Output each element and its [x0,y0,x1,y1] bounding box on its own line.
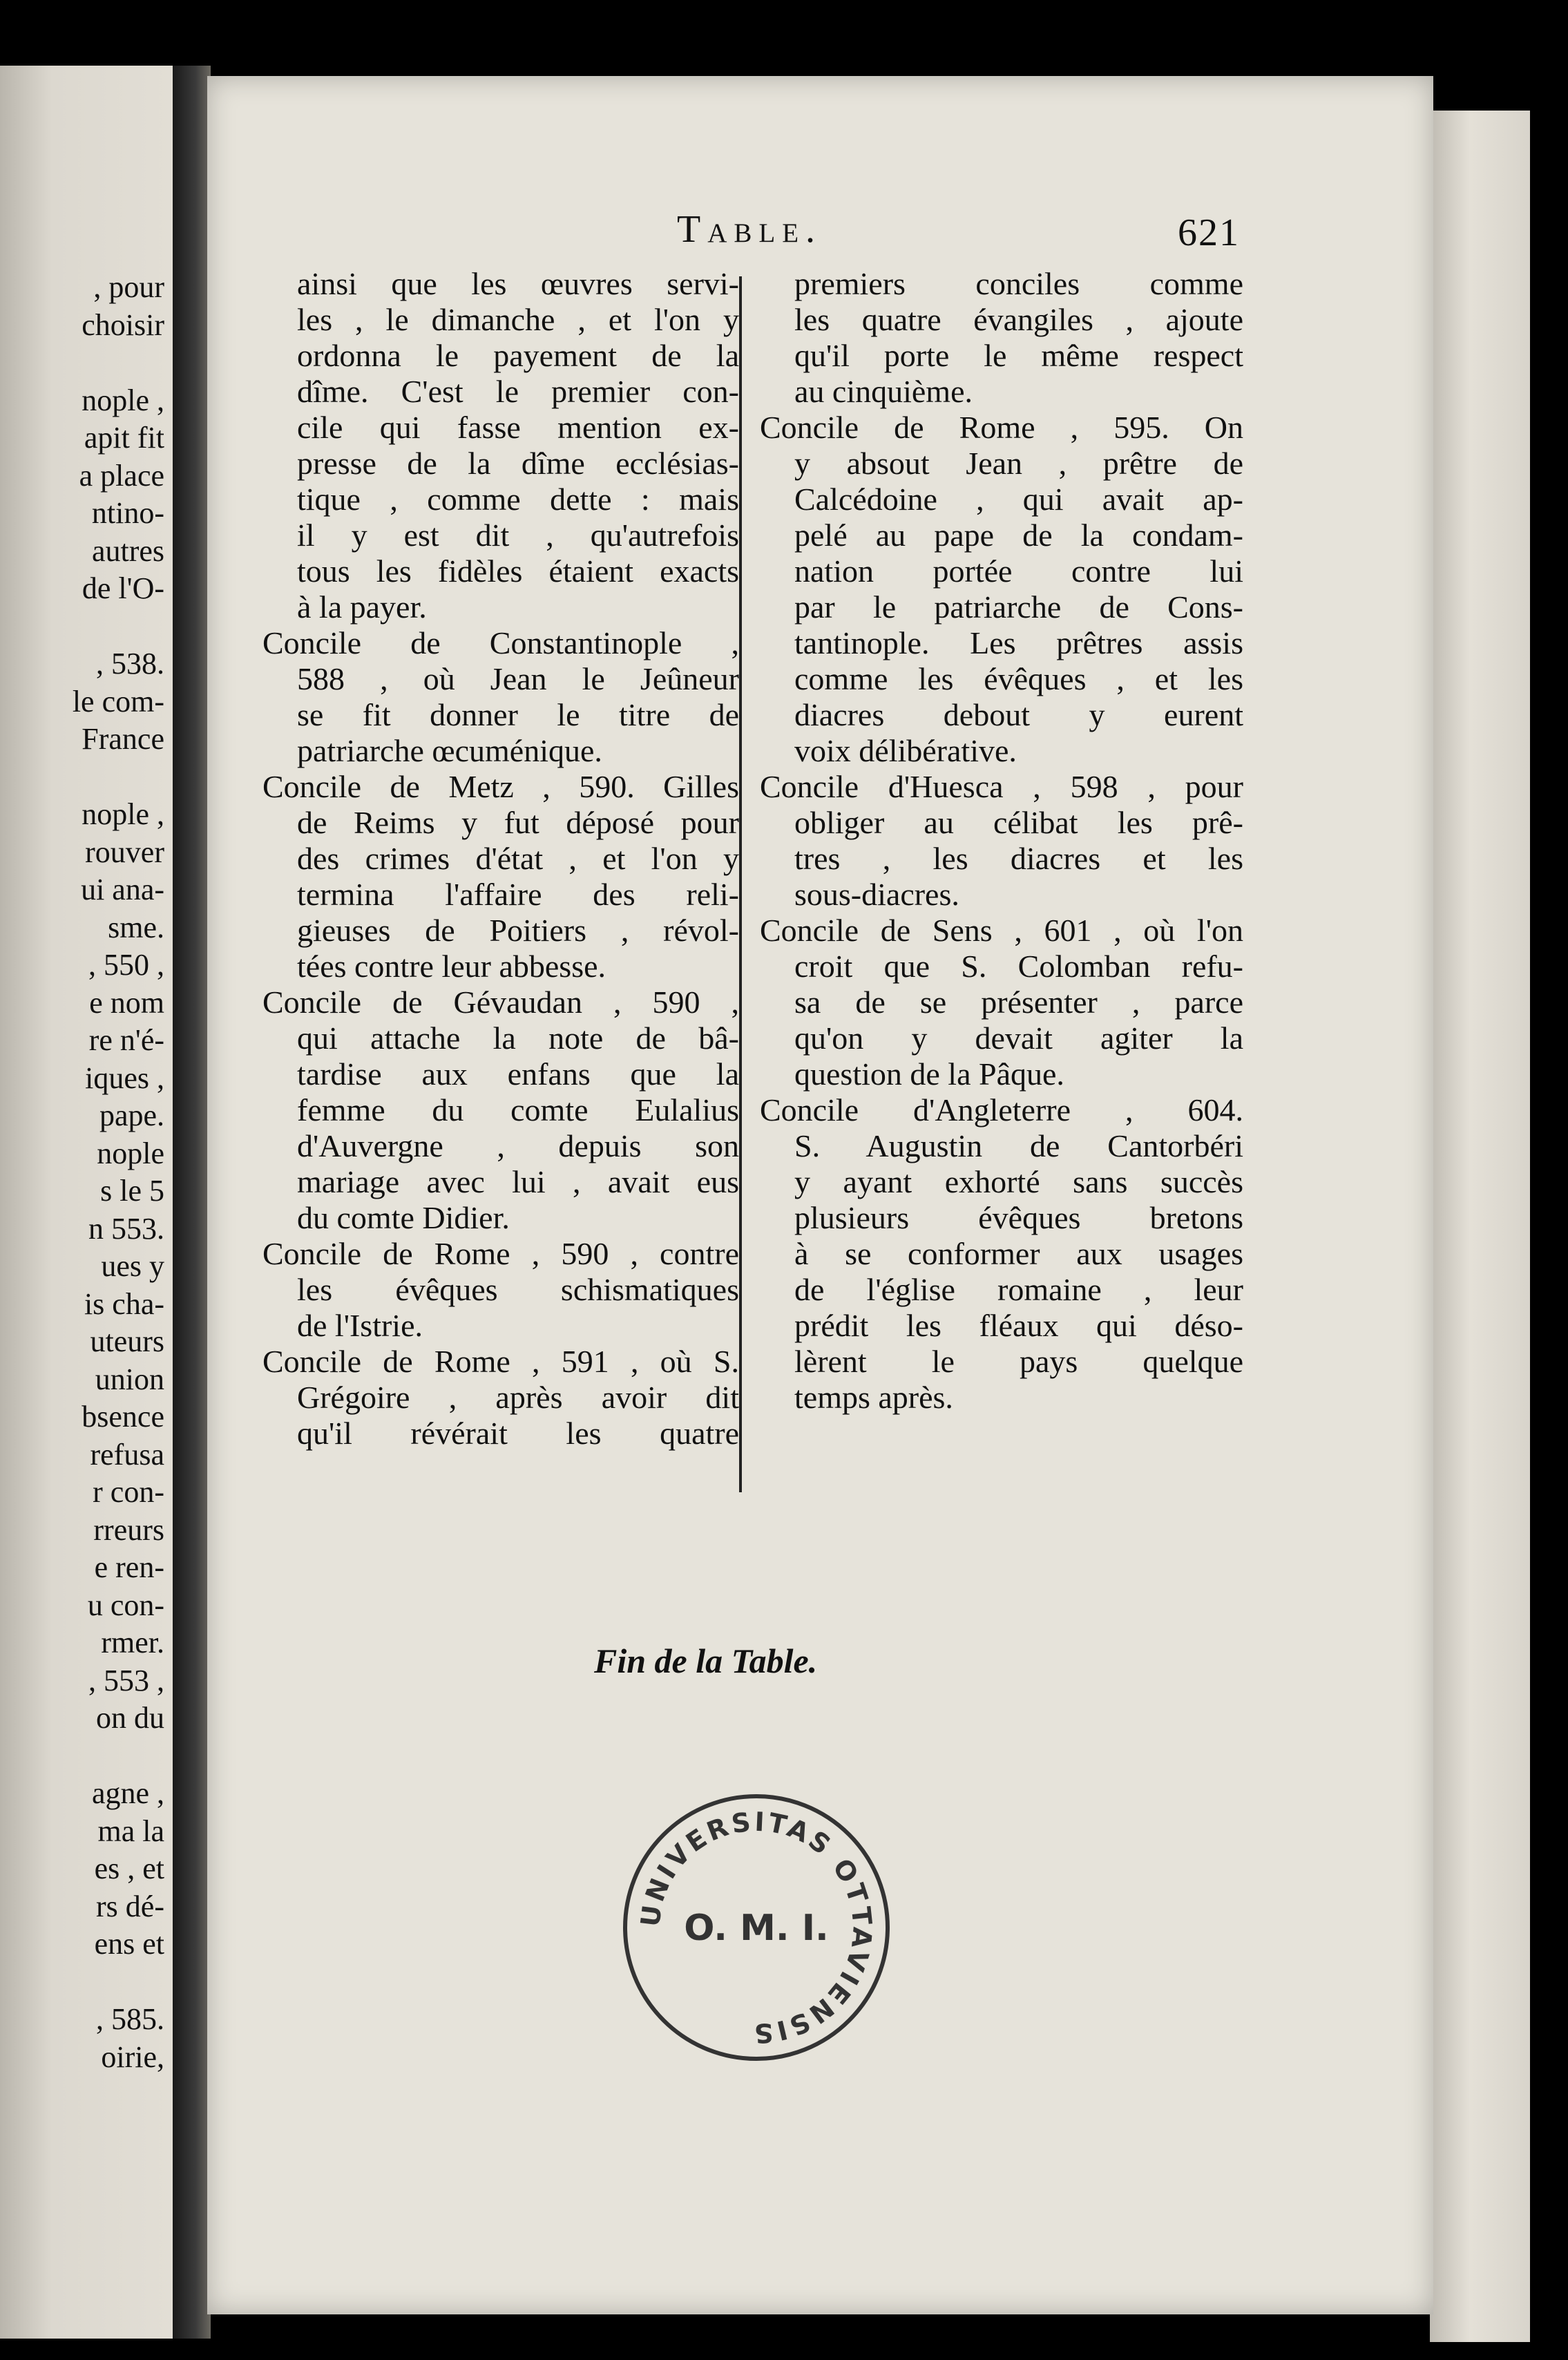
index-entry-line: du comte Didier. [297,1200,510,1235]
left-page-text-fragment: on du [96,1701,164,1735]
left-page-text-fragment: s le 5 [100,1174,164,1208]
left-page-text-fragment: nople , [82,383,164,417]
right-page-edge [1430,111,1530,2342]
index-entry-line: ainsi que les œuvres servi- [297,266,739,301]
library-stamp [618,1789,895,2066]
index-entry-line: S. Augustin de Cantorbéri [794,1128,1243,1163]
left-page-text-fragment: sme. [108,910,164,944]
index-entry-line: qui attache la note de bâ- [297,1020,739,1056]
index-entry-line: qu'on y devait agiter la [794,1020,1243,1056]
left-page-text-fragment: rouver [85,835,164,869]
index-entry-line: y absout Jean , prêtre de [794,446,1243,481]
index-entry-line: patriarche œcuménique. [297,733,602,768]
index-entry-line: croit que S. Colomban refu- [794,949,1243,984]
left-page-text-fragment: pape. [99,1098,164,1132]
left-page-text-fragment: iques , [85,1060,164,1095]
left-page-text-fragment: a place [79,458,164,493]
left-page-text-fragment: ens et [94,1927,164,1961]
left-page-fragment [0,66,173,2339]
left-page-text-fragment: ui ana- [81,873,164,906]
index-entry-heading: Concile de Metz , 590. Gilles [262,769,739,804]
left-page-text-fragment: autres [91,533,164,568]
index-entry-line: plusieurs évêques bretons [794,1200,1243,1235]
left-page-text-fragment: e ren- [94,1550,164,1584]
left-page-text-fragment: rs dé- [96,1889,164,1923]
left-page-text-fragment: de l'O- [82,571,164,605]
index-entry-line: à la payer. [297,589,427,625]
left-page-text-fragment: le com- [72,684,164,719]
index-entry-line: dîme. C'est le premier con- [297,374,739,409]
index-entry-heading: Concile d'Angleterre , 604. [760,1092,1243,1127]
index-entry-line: question de la Pâque. [794,1056,1064,1092]
index-entry-line: comme les évêques , et les [794,661,1243,696]
index-entry-line: se fit donner le titre de [297,697,739,732]
index-entry-heading: Concile de Gévaudan , 590 , [262,984,739,1020]
index-entry-line: sa de se présenter , parce [794,984,1243,1020]
left-page-text-fragment: u con- [87,1588,164,1622]
left-page-text-fragment: ntino- [91,496,164,530]
index-entry-line: presse de la dîme ecclésias- [297,446,739,481]
index-entry-line: d'Auvergne , depuis son [297,1128,739,1163]
index-entry-line: mariage avec lui , avait eus [297,1164,739,1199]
index-entry-line: qu'il révérait les quatre [297,1416,739,1451]
index-entry-line: cile qui fasse mention ex- [297,410,739,445]
left-page-text-fragment: , 538. [96,647,164,681]
index-entry-line: par le patriarche de Cons- [794,589,1243,625]
index-entry-line: y ayant exhorté sans succès [794,1164,1243,1199]
index-entry-line: nation portée contre lui [794,553,1243,589]
index-entry-line: tardise aux enfans que la [297,1056,739,1092]
index-entry-line: de l'Istrie. [297,1308,423,1343]
index-entry-line: de l'église romaine , leur [794,1272,1243,1307]
index-entry-line: pelé au pape de la condam- [794,517,1243,553]
index-entry-line: il y est dit , qu'autrefois [297,517,739,553]
index-entry-line: tique , comme dette : mais [297,482,739,517]
index-entry-line: obliger au célibat les prê- [794,805,1243,840]
index-entry-heading: Concile de Sens , 601 , où l'on [760,913,1243,948]
index-entry-line: de Reims y fut déposé pour [297,805,739,840]
left-page-text-fragment: nople [97,1136,164,1170]
index-entry-line: Calcédoine , qui avait ap- [794,482,1243,517]
left-page-text-fragment: union [95,1362,164,1396]
index-entry-heading: Concile de Rome , 590 , contre [262,1236,739,1271]
index-entry-line: temps après. [794,1380,953,1415]
left-page-text-fragment: ma la [97,1814,164,1848]
index-entry-line: les quatre évangiles , ajoute [794,302,1243,337]
index-entry-line: tres , les diacres et les [794,841,1243,876]
left-page-text-fragment: r con- [93,1475,164,1509]
index-entry-line: 588 , où Jean le Jeûneur [297,661,739,696]
index-entry-line: à se conformer aux usages [794,1236,1243,1271]
left-page-text-fragment: rreurs [93,1512,164,1547]
index-entry-line: tous les fidèles étaient exacts [297,553,739,589]
left-page-text-fragment: es , et [94,1852,164,1885]
page-number: 621 [1178,211,1240,254]
left-page-text-fragment: oirie, [101,2039,164,2074]
index-entry-line: tées contre leur abbesse. [297,949,606,984]
index-entry-line: prédit les fléaux qui déso- [794,1308,1243,1343]
stamp-center-text: O. M. I. [684,1907,829,1949]
index-entry-line: les , le dimanche , et l'on y [297,302,739,337]
index-entry-heading: Concile de Rome , 591 , où S. [262,1344,739,1379]
running-header-title: Table. [677,208,823,251]
index-entry-heading: Concile d'Huesca , 598 , pour [760,769,1243,804]
index-entry-line: les évêques schismatiques [297,1272,739,1307]
left-page-text-fragment: apit fit [84,421,164,455]
index-column-left [262,266,739,1452]
left-page-text-fragment: choisir [82,307,164,342]
left-page-text-fragment: re n'é- [88,1023,164,1057]
left-page-text-fragment: rmer. [101,1626,164,1659]
left-page-text-fragment: , 585. [96,2002,164,2036]
index-entry-line: termina l'affaire des reli- [297,877,739,912]
index-entry-line: premiers conciles comme [794,266,1243,301]
index-entry-line: Grégoire , après avoir dit [297,1380,739,1415]
index-entry-line: au cinquième. [794,374,973,409]
left-page-text-fragment: uteurs [90,1324,164,1358]
left-page-text-fragment: agne , [91,1776,164,1810]
left-page-text-fragment: bsence [82,1400,164,1434]
index-entry-heading: Concile de Constantinople , [262,625,739,660]
index-entry-heading: Concile de Rome , 595. On [760,410,1243,445]
left-page-text-fragment: , 553 , [88,1663,164,1697]
index-entry-line: gieuses de Poitiers , révol- [297,913,739,948]
left-page-text-fragment: refusa [90,1437,164,1472]
page-gutter [173,66,211,2339]
stamp-ring-text: UNIVERSITAS OTTAVIENSIS [635,1806,878,2049]
index-entry-line: voix délibérative. [794,733,1017,768]
end-of-table-note: Fin de la Table. [594,1641,818,1680]
index-entry-line: tantinople. Les prêtres assis [794,625,1243,660]
index-entry-line: qu'il porte le même respect [794,338,1243,373]
index-entry-line: diacres debout y eurent [794,697,1243,732]
index-entry-line: femme du comte Eulalius [297,1092,739,1127]
left-page-text-fragment: ues y [101,1249,164,1283]
index-entry-line: sous-diacres. [794,877,959,912]
index-column-right [760,266,1243,1416]
left-page-text-fragment: n 553. [88,1211,164,1246]
index-entry-line: lèrent le pays quelque [794,1344,1243,1379]
left-page-text-fragment: , pour [93,270,164,304]
index-entry-line: ordonna le payement de la [297,338,739,373]
left-page-text-fragment: nople , [82,797,164,831]
left-page-text-fragment: France [82,722,164,756]
index-entry-line: des crimes d'état , et l'on y [297,841,739,876]
left-page-text-fragment: is cha- [84,1286,164,1321]
column-divider [739,276,742,1492]
left-page-text-fragment: , 550 , [88,948,164,982]
left-page-text-fragment: e nom [89,985,164,1020]
